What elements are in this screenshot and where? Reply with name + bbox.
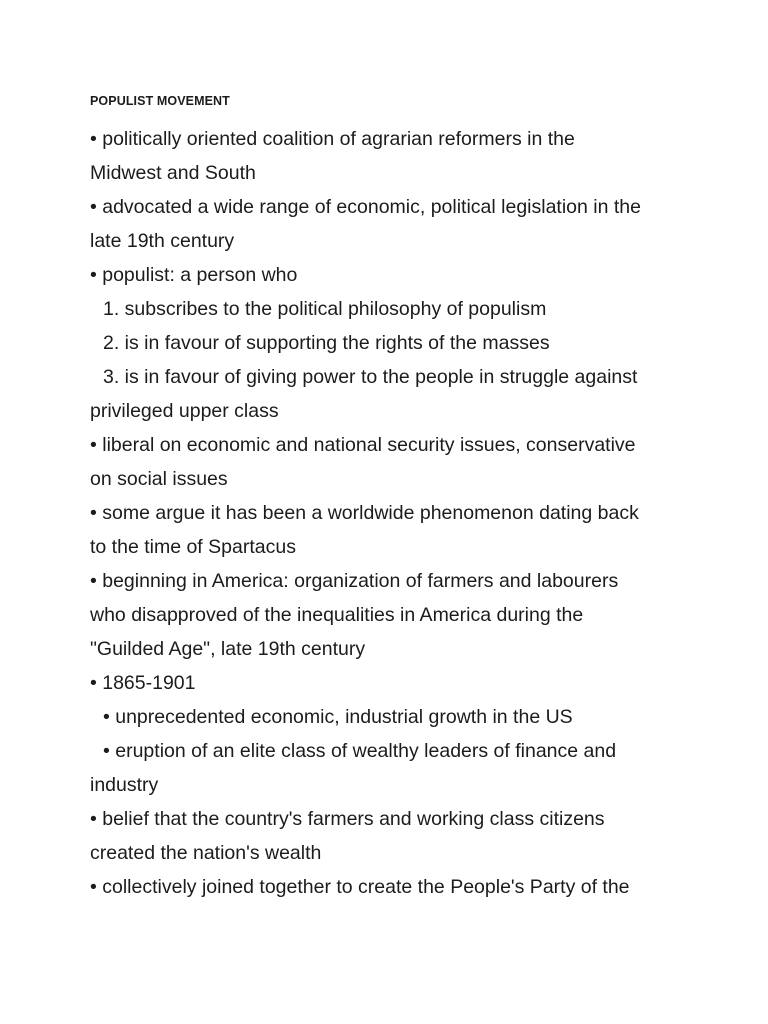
- numbered-item: 1. subscribes to the political philosophy of populism: [103, 298, 547, 320]
- text-line: • collectively joined together to create the People's Party of the: [90, 876, 630, 898]
- numbered-item: 2. is in favour of supporting the rights of the masses: [103, 332, 550, 354]
- text-line: late 19th century: [90, 230, 235, 252]
- document-body: [90, 122, 690, 904]
- text-line: industry: [90, 774, 159, 796]
- text-line: created the nation's wealth: [90, 842, 322, 864]
- text-line: • some argue it has been a worldwide phenomenon dating back: [90, 502, 639, 524]
- text-line: to the time of Spartacus: [90, 536, 296, 558]
- text-line: Midwest and South: [90, 162, 256, 184]
- text-line: • populist: a person who: [90, 264, 298, 286]
- text-line: privileged upper class: [90, 400, 279, 422]
- text-line: • politically oriented coalition of agrarian reformers in the: [90, 128, 575, 150]
- numbered-item: 3. is in favour of giving power to the people in struggle against: [103, 366, 638, 388]
- text-line: • liberal on economic and national security issues, conservative: [90, 434, 636, 456]
- text-line: "Guilded Age", late 19th century: [90, 638, 366, 660]
- sub-bullet-item: • eruption of an elite class of wealthy leaders of finance and: [103, 740, 617, 762]
- sub-bullet-item: • unprecedented economic, industrial growth in the US: [103, 706, 573, 728]
- document-title: POPULIST MOVEMENT: [90, 94, 230, 108]
- text-line: who disapproved of the inequalities in America during the: [90, 604, 584, 626]
- text-line: • advocated a wide range of economic, political legislation in the: [90, 196, 641, 218]
- document-page: [90, 93, 690, 904]
- text-line: • 1865-1901: [90, 672, 196, 694]
- text-line: • belief that the country's farmers and working class citizens: [90, 808, 605, 830]
- text-line: • beginning in America: organization of farmers and labourers: [90, 570, 619, 592]
- text-line: on social issues: [90, 468, 228, 490]
